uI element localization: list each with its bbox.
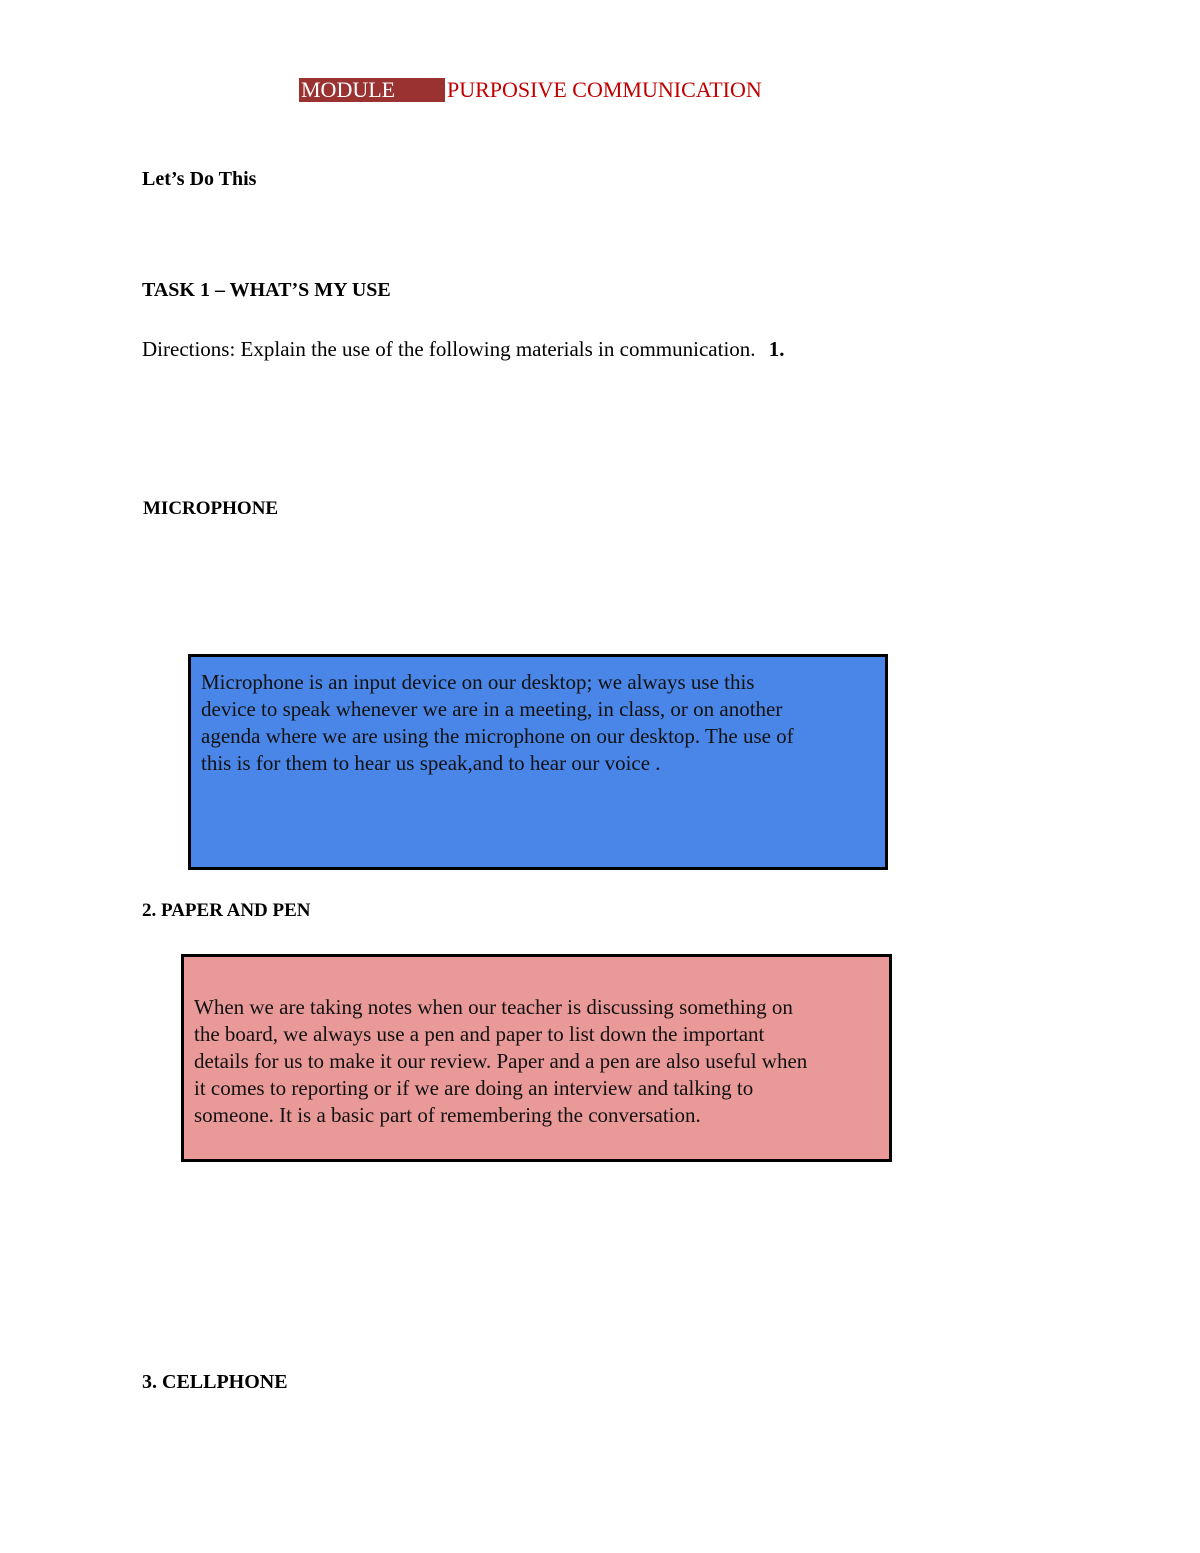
directions-text: Directions: Explain the use of the following materials in communication. <box>142 337 756 361</box>
module-label: MODULE <box>299 78 445 102</box>
item-label-paper-and-pen: 2. PAPER AND PEN <box>142 900 311 921</box>
microphone-answer-box <box>188 654 888 870</box>
paper-pen-answer-text: When we are taking notes when our teacher is discussing something on the board, we always use a pen and paper to list down the important details for us to make it our review. Paper and a pen are also useful when it comes to reporting or if we are doing an interview and talking to someone. It is a basic part of remembering the conversation. <box>194 995 808 1127</box>
item-number-1: 1. <box>768 337 785 361</box>
task-title: TASK 1 – WHAT’S MY USE <box>142 279 391 301</box>
item-label-microphone: MICROPHONE <box>143 498 279 519</box>
paper-pen-answer-box <box>181 954 892 1162</box>
task-directions <box>142 337 785 361</box>
microphone-answer-text: Microphone is an input device on our desktop; we always use this device to speak whenever we are in a meeting, in class, or on another agenda where we are using the microphone on our desktop. The use of this is for them to hear us speak,and to hear our voice . <box>201 670 794 775</box>
item-label-cellphone: 3. CELLPHONE <box>142 1371 288 1393</box>
section-title: Let’s Do This <box>142 168 257 190</box>
course-title: PURPOSIVE COMMUNICATION <box>447 77 762 102</box>
